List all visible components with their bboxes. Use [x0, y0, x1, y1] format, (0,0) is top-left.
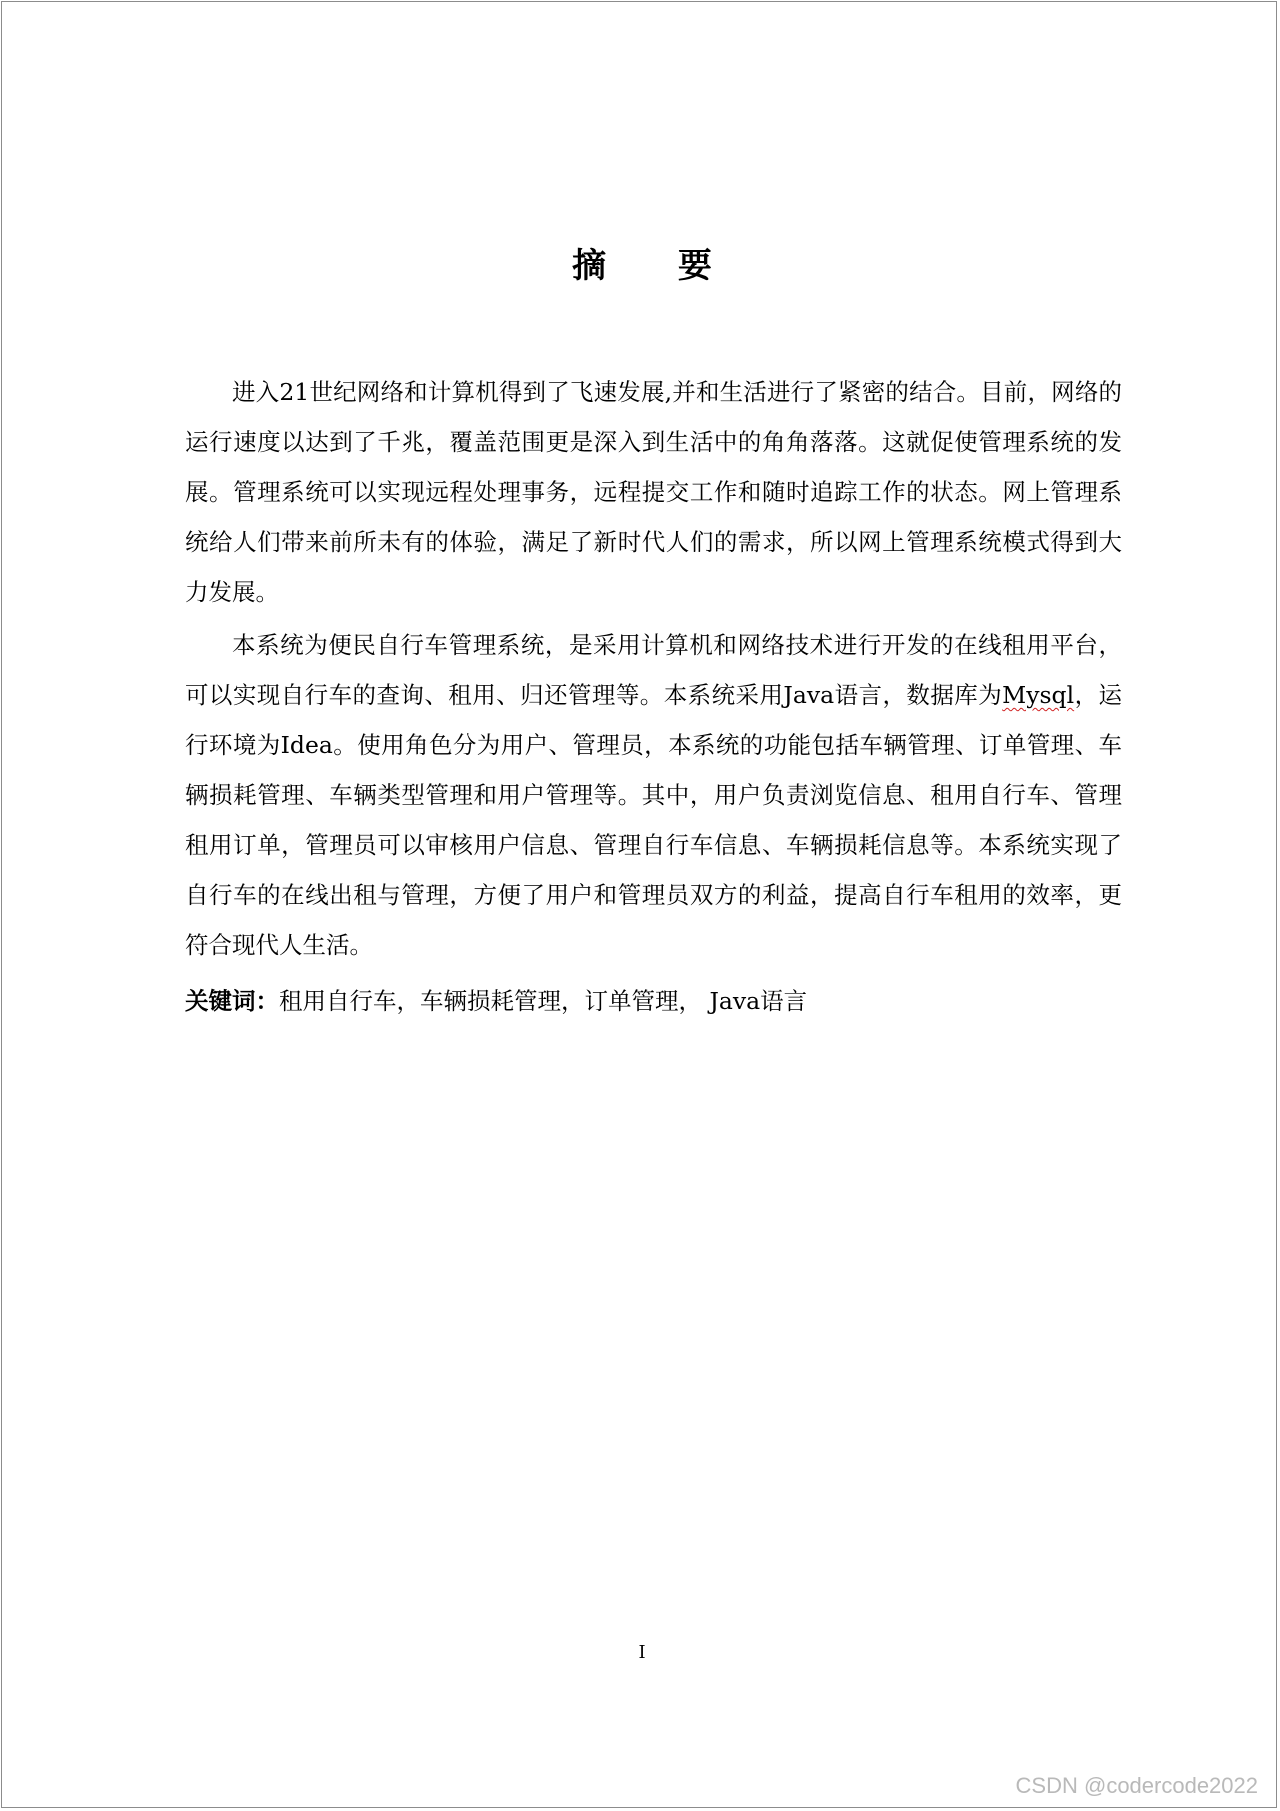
- keywords-text: 租用自行车，车辆损耗管理，订单管理， Java语言: [279, 987, 808, 1015]
- page-number: I: [638, 1642, 646, 1663]
- paragraph-2-text-a: 本系统为便民自行车管理系统，是采用计算机和网络技术进行开发的在线租用平台，可以实现自行车的查询、租用、归还管理等。本系统采用Java语言，数据库为: [185, 631, 1122, 709]
- abstract-body: [185, 367, 1122, 1050]
- document-page: [1, 1, 1277, 1808]
- paragraph-2-text-b: ，运行环境为Idea。使用角色分为用户、管理员，本系统的功能包括车辆管理、订单管理、车辆损耗管理、车辆类型管理和用户管理等。其中，用户负责浏览信息、租用自行车、管理租用订单，管理员可以审核用户信息、管理自行车信息、车辆损耗信息等。本系统实现了自行车的在线出租与管理，方便了用户和管理员双方的利益，提高自行车租用的效率，更符合现代人生活。: [185, 681, 1122, 959]
- abstract-title: 摘 要: [572, 246, 742, 286]
- abstract-paragraph-2: [185, 620, 1122, 970]
- keywords-label: 关键词：: [185, 987, 279, 1015]
- keywords-line: [185, 976, 1122, 1026]
- mysql-term: Mysql: [1002, 681, 1075, 709]
- abstract-paragraph-1: 进入21世纪网络和计算机得到了飞速发展,并和生活进行了紧密的结合。目前，网络的运行速度以达到了千兆，覆盖范围更是深入到生活中的角角落落。这就促使管理系统的发展。管理系统可以实现远程处理事务，远程提交工作和随时追踪工作的状态。网上管理系统给人们带来前所未有的体验，满足了新时代人们的需求，所以网上管理系统模式得到大力发展。: [185, 378, 1122, 606]
- watermark: CSDN @codercode2022: [1015, 1773, 1258, 1798]
